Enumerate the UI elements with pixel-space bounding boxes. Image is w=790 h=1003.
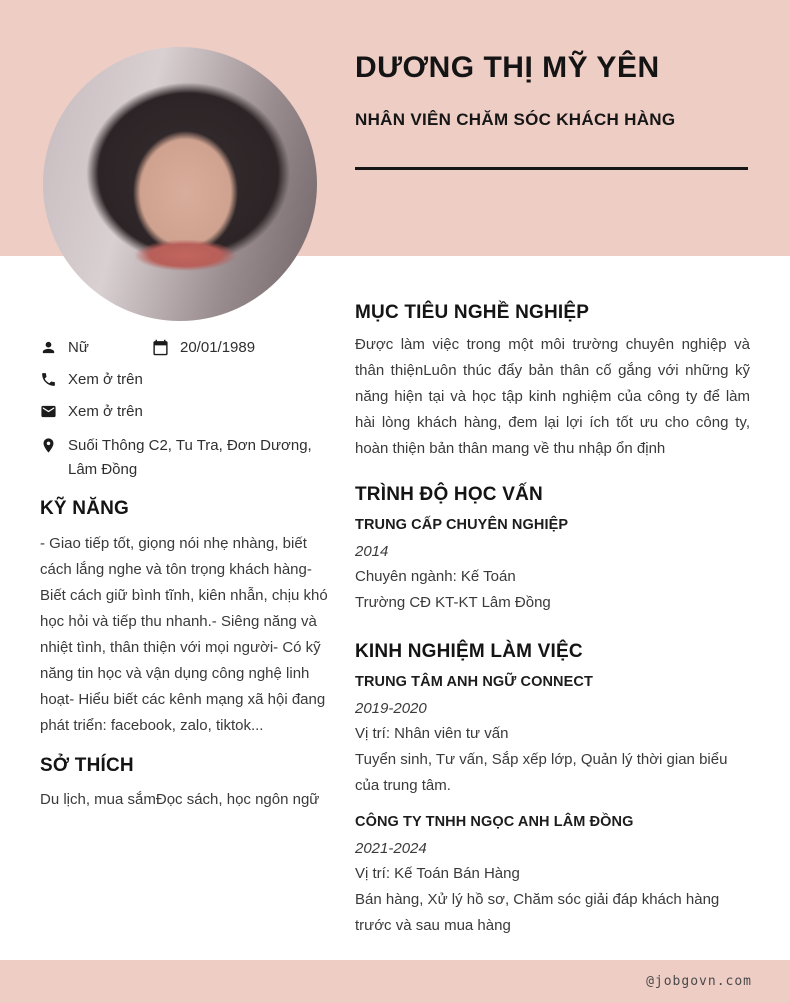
- education-entry-title: TRUNG CẤP CHUYÊN NGHIỆP: [355, 517, 569, 533]
- person-icon: [40, 339, 57, 356]
- education-heading: TRÌNH ĐỘ HỌC VẤN: [355, 484, 543, 505]
- experience-heading: KINH NGHIỆM LÀM VIỆC: [355, 641, 583, 662]
- skills-heading: KỸ NĂNG: [40, 498, 130, 519]
- email-value: Xem ở trên: [68, 403, 143, 420]
- address-value: Suối Thông C2, Tu Tra, Đơn Dương, Lâm Đồng: [68, 437, 312, 478]
- location-pin-icon: [40, 437, 57, 454]
- education-entry: [355, 516, 750, 616]
- calendar-icon: [152, 339, 169, 356]
- candidate-name: DƯƠNG THỊ MỸ YÊN: [355, 51, 660, 84]
- experience-entry: [355, 813, 750, 939]
- info-row-email: [40, 402, 336, 421]
- gender-value: Nữ: [68, 339, 89, 356]
- hobbies-heading: SỞ THÍCH: [40, 755, 134, 776]
- experience-entry-company: CÔNG TY TNHH NGỌC ANH LÂM ĐỒNG: [355, 814, 634, 830]
- header-divider: [355, 167, 748, 170]
- footer-watermark: @jobgovn.com: [646, 974, 752, 989]
- mail-icon: [40, 403, 57, 420]
- experience-entry-position: Vị trí: Nhân viên tư vấn: [355, 725, 509, 742]
- profile-photo: [43, 47, 317, 321]
- left-column: [40, 338, 336, 812]
- info-row-gender-dob: [40, 338, 336, 357]
- phone-value: Xem ở trên: [68, 371, 143, 388]
- dob-field: [152, 338, 255, 357]
- candidate-job-title: NHÂN VIÊN CHĂM SÓC KHÁCH HÀNG: [355, 110, 676, 129]
- hobbies-text: Du lịch, mua sắmĐọc sách, học ngôn ngữ: [40, 791, 320, 808]
- info-row-address: [40, 434, 336, 482]
- header: [355, 50, 750, 170]
- footer-band: [0, 960, 790, 1003]
- gender-field: [40, 338, 152, 357]
- experience-entry-description: Tuyển sinh, Tư vấn, Sắp xếp lớp, Quản lý thời gian biểu của trung tâm.: [355, 751, 728, 794]
- education-entry-period: 2014: [355, 543, 389, 560]
- experience-entry-period: 2019-2020: [355, 700, 427, 717]
- right-column: [355, 301, 750, 939]
- education-entry-major: Chuyên ngành: Kế Toán: [355, 568, 516, 585]
- experience-entry: [355, 673, 750, 799]
- phone-icon: [40, 371, 57, 388]
- objective-heading: MỤC TIÊU NGHỀ NGHIỆP: [355, 302, 590, 323]
- dob-value: 20/01/1989: [180, 339, 256, 356]
- experience-entry-period: 2021-2024: [355, 840, 427, 857]
- education-entry-school: Trường CĐ KT-KT Lâm Đồng: [355, 594, 551, 611]
- experience-entry-position: Vị trí: Kế Toán Bán Hàng: [355, 865, 520, 882]
- skills-text: - Giao tiếp tốt, giọng nói nhẹ nhàng, biết cách lắng nghe và tôn trọng khách hàng- Biết cách giữ bình tĩnh, kiên nhẫn, chịu khó học hỏi và tiếp thu nhanh.- Siêng năng và nhiệt tình, thân thiện với mọi người- Có kỹ năng tin học và vận dụng công nghệ linh hoạt- Hiểu biết các kênh mạng xã hội đang phát triển: facebook, zalo, tiktok...: [40, 535, 328, 734]
- experience-entry-description: Bán hàng, Xử lý hồ sơ, Chăm sóc giải đáp khách hàng trước và sau mua hàng: [355, 891, 720, 934]
- experience-entry-company: TRUNG TÂM ANH NGỮ CONNECT: [355, 674, 593, 690]
- info-row-phone: [40, 370, 336, 389]
- objective-text: Được làm việc trong một môi trường chuyên nghiệp và thân thiệnLuôn thúc đẩy bản thân cố gắng với những kỹ năng hiện tại và học tập kinh nghiệm của công ty để làm hài lòng khách hàng, đem lại lợi ích tốt ưu cho công ty, hoàn thiện bản thân mang về thu nhập ổn định: [355, 336, 750, 457]
